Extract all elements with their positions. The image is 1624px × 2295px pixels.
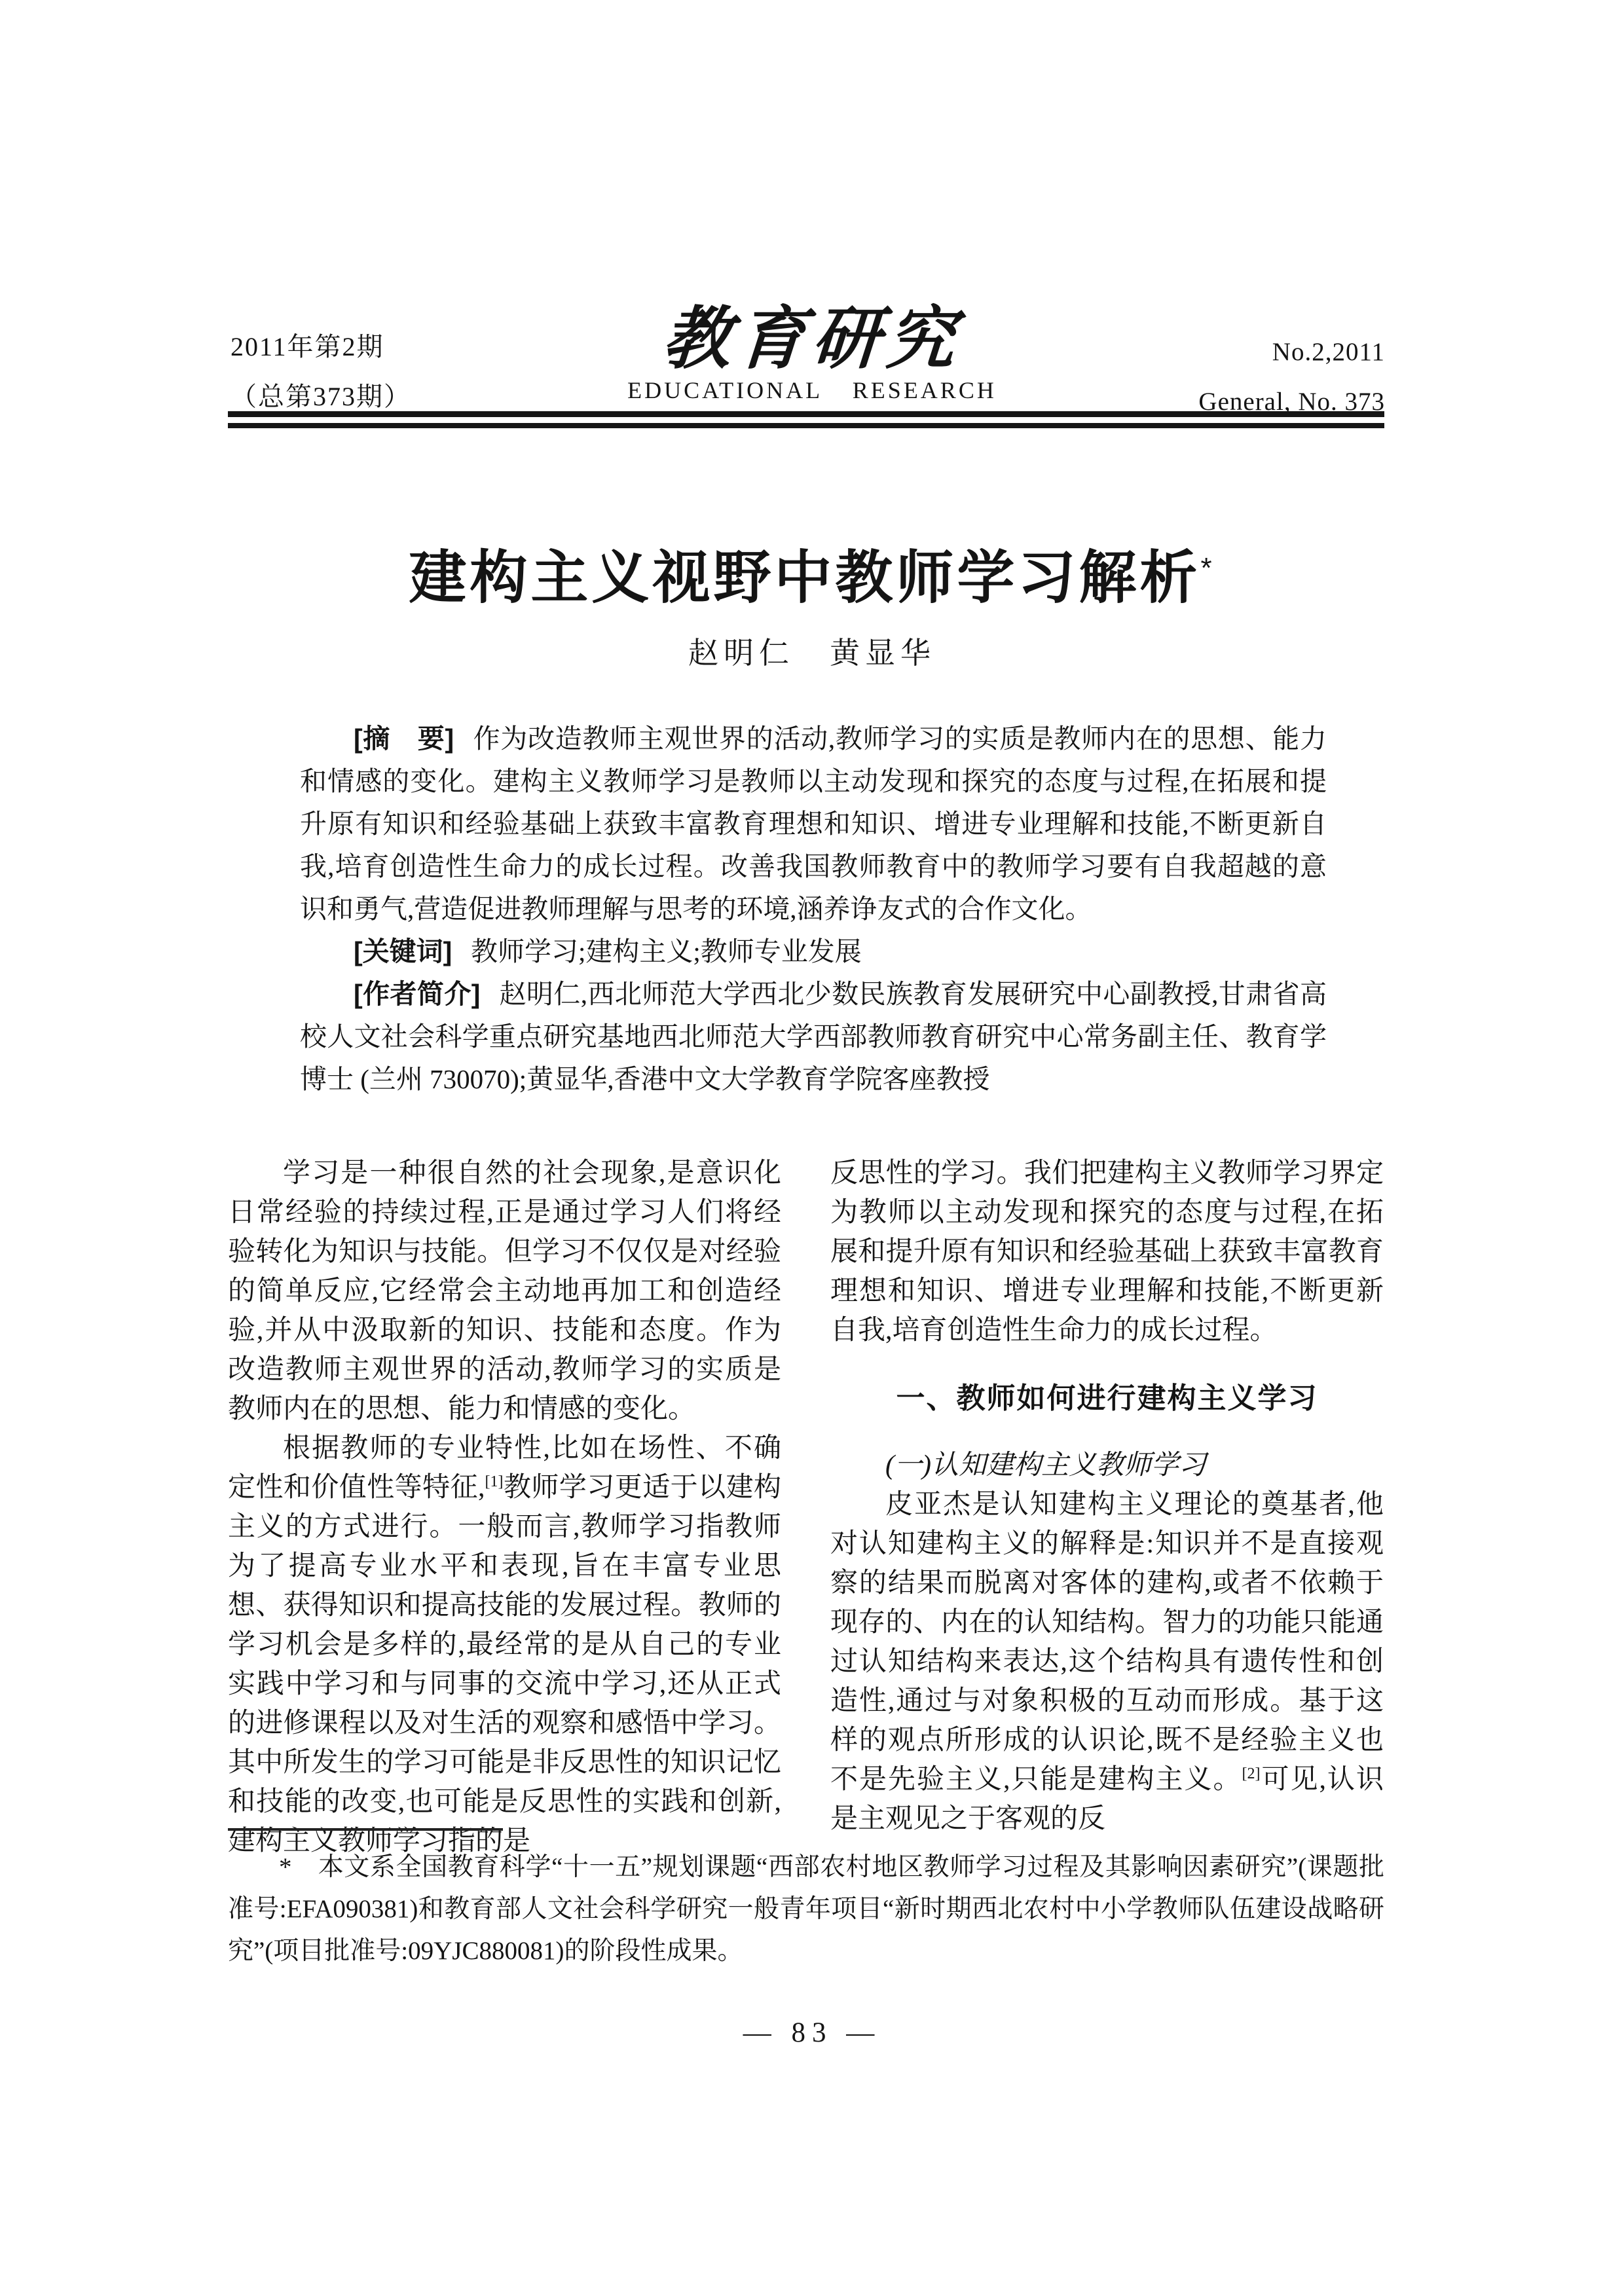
page-number: — 83 — bbox=[743, 2017, 881, 2048]
abstract-paragraph bbox=[300, 718, 1327, 930]
title-footnote-mark: * bbox=[1200, 552, 1215, 584]
abstract-label: [摘 要] bbox=[354, 724, 454, 754]
citation-mark-2: [2] bbox=[1242, 1765, 1261, 1782]
body-paragraph-2-text: 根据教师的专业特性,比如在场性、不确定性和价值性等特征, bbox=[228, 1433, 781, 1503]
author-bio-text: 赵明仁,西北师范大学西北少数民族教育发展研究中心副教授,甘肃省高校人文社会科学重点研究基地西北师范大学西部教师教育研究中心常务副主任、教育学博士 (兰州 730070);黄显华,香港中文大学教育学院客座教授 bbox=[300, 979, 1327, 1094]
body-paragraph-2-continuation: 教师学习更适于以建构主义的方式进行。一般而言,教师学习指教师为了提高专业水平和表现,旨在丰富专业思想、获得知识和提高技能的发展过程。教师的学习机会是多样的,最经常的是从自己的专业实践中学习和与同事的交流中学习,还从正式的进修课程以及对生活的观察和感悟中学习。其中所发生的学习可能是非反思性的知识记忆和技能的改变,也可能是反思性的实践和创新,建构主义教师学习指的是 bbox=[228, 1473, 781, 1856]
subsection-heading: (一)认知建构主义教师学习 bbox=[885, 1450, 1206, 1480]
body-paragraph-2 bbox=[228, 1429, 781, 1861]
abstract-block bbox=[300, 718, 1327, 1101]
body-paragraph-4 bbox=[830, 1485, 1384, 1839]
body-paragraph-1: 学习是一种很自然的社会现象,是意识化日常经验的持续过程,正是通过学习人们将经验转化为知识与技能。但学习不仅仅是对经验的简单反应,它经常会主动地再加工和创造经验,并从中汲取新的知识、技能和态度。作为改造教师主观世界的活动,教师学习的实质是教师内在的思想、能力和情感的变化。 bbox=[228, 1158, 781, 1424]
keywords-paragraph bbox=[300, 930, 1327, 973]
article-authors: 赵明仁 黄显华 bbox=[688, 636, 936, 670]
article-title-text: 建构主义视野中教师学习解析 bbox=[409, 545, 1201, 610]
issue-total-number: （总第373期） bbox=[231, 382, 411, 411]
keywords-text: 教师学习;建构主义;教师专业发展 bbox=[471, 936, 862, 966]
footnote-divider bbox=[228, 1828, 503, 1831]
citation-mark-1: [1] bbox=[485, 1473, 504, 1490]
section-heading: 一、教师如何进行建构主义学习 bbox=[896, 1382, 1318, 1414]
issue-total-english: General, No. 373 bbox=[1198, 388, 1385, 416]
left-column bbox=[228, 1154, 781, 1861]
journal-logo-calligraphy: 教育研究 bbox=[659, 298, 965, 378]
issue-number: 2011年第2期 bbox=[231, 332, 384, 361]
author-bio-label: [作者简介] bbox=[354, 979, 481, 1009]
body-paragraph-3: 反思性的学习。我们把建构主义教师学习界定为教师以主动发现和探究的态度与过程,在拓展和提升原有知识和经验基础上获致丰富教育理想和知识、增进专业理解和技能,不断更新自我,培育创造性生命力的成长过程。 bbox=[830, 1158, 1384, 1346]
footnote-text: * 本文系全国教育科学“十一五”规划课题“西部农村地区教师学习过程及其影响因素研究”(课题批准号:EFA090381)和教育部人文社会科学研究一般青年项目“新时期西北农村中小学教师队伍建设战略研究”(项目批准号:09YJC880081)的阶段性成果。 bbox=[228, 1853, 1384, 1965]
keywords-label: [关键词] bbox=[354, 936, 452, 966]
right-column bbox=[830, 1154, 1384, 1839]
body-paragraph-4-text: 皮亚杰是认知建构主义理论的奠基者,他对认知建构主义的解释是:知识并不是直接观察的结果而脱离对客体的建构,或者不依赖于现存的、内在的认知结构。智力的功能只能通过认知结构来表达,这个结构具有遗传性和创造性,通过与对象积极的互动而形成。基于这样的观点所形成的认识论,既不是经验主义也不是先验主义,只能是建构主义。 bbox=[830, 1490, 1384, 1795]
journal-title-english: EDUCATIONAL RESEARCH bbox=[627, 377, 997, 403]
header-divider bbox=[228, 411, 1384, 428]
abstract-text: 作为改造教师主观世界的活动,教师学习的实质是教师内在的思想、能力和情感的变化。建构主义教师学习是教师以主动发现和探究的态度与过程,在拓展和提升原有知识和经验基础上获致丰富教育理想和知识、增进专业理解和技能,不断更新自我,培育创造性生命力的成长过程。改善我国教师教育中的教师学习要有自我超越的意识和勇气,营造促进教师理解与思考的环境,涵养诤友式的合作文化。 bbox=[300, 724, 1327, 924]
article-title bbox=[0, 536, 1624, 610]
issue-number-english: No.2,2011 bbox=[1272, 338, 1385, 366]
body-paragraph-4-continuation: 可见,认识是主观见之于客观的反 bbox=[830, 1765, 1384, 1834]
author-bio-paragraph bbox=[300, 973, 1327, 1101]
